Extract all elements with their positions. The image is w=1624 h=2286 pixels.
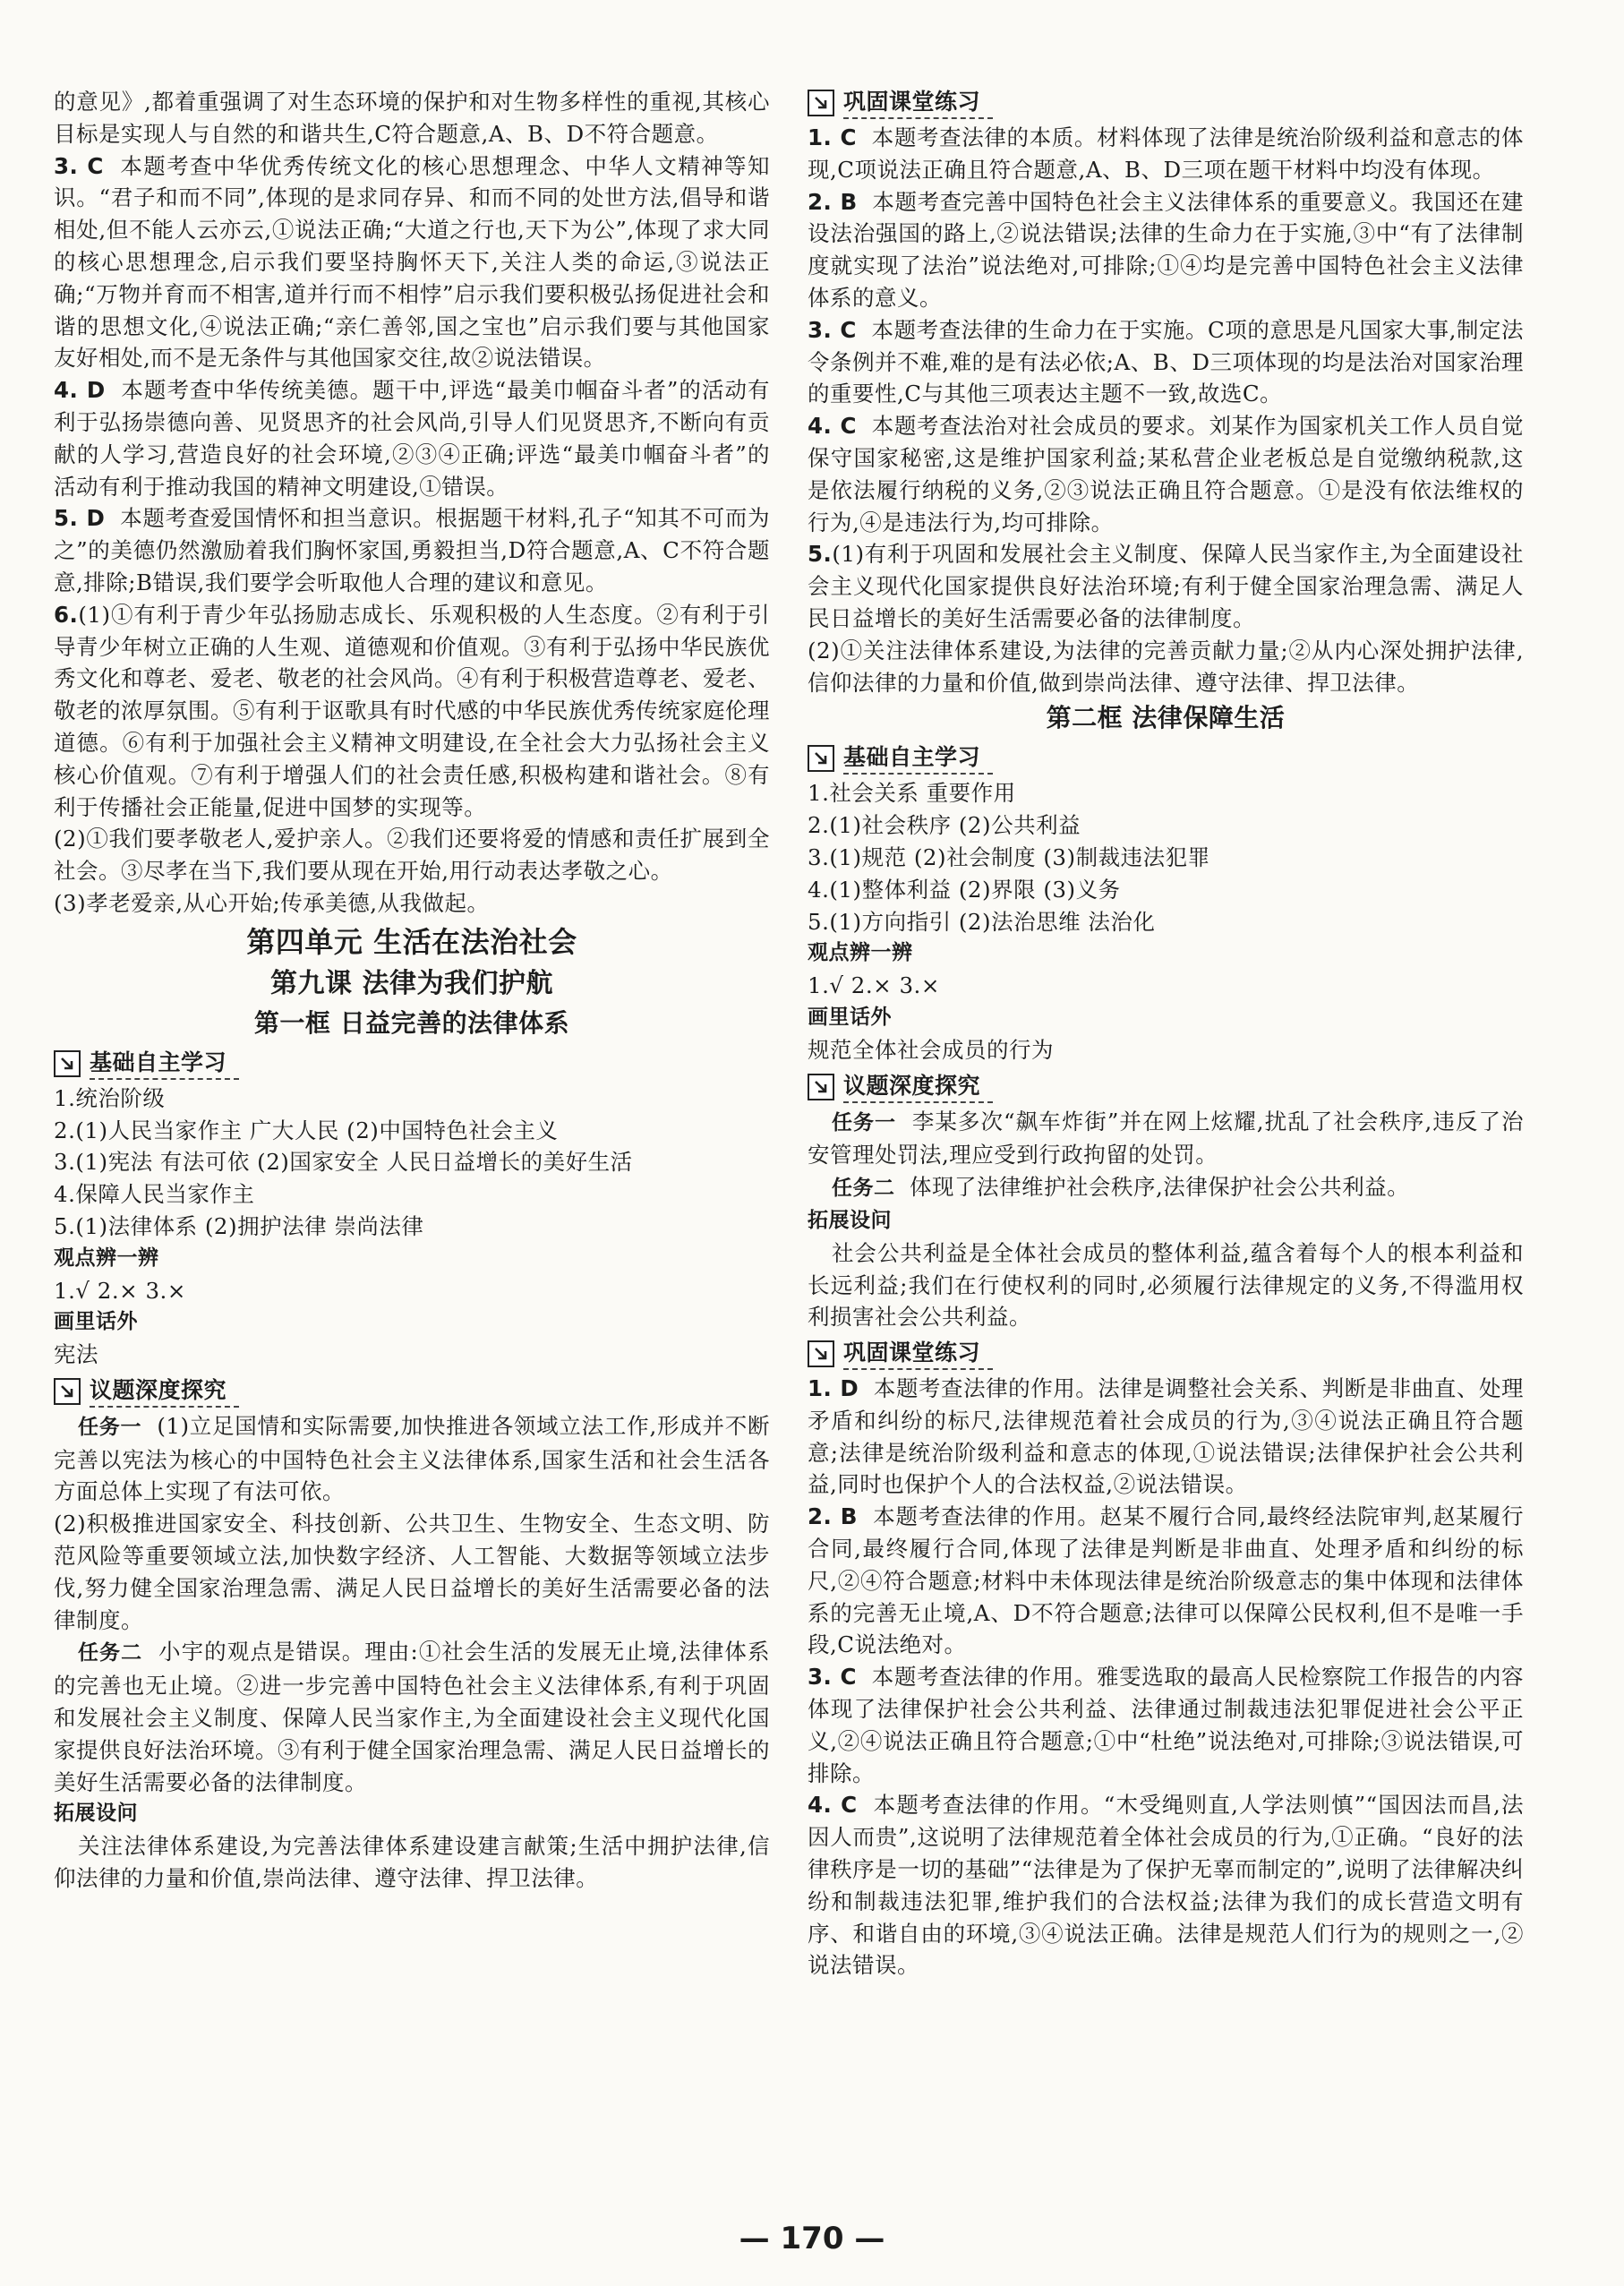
answer-text: 本题考查法律的作用。法律是调整社会关系、判断是非曲直、处理矛盾和纠纷的标尺,法律规范着社会成员的行为,③④说法正确且符合题意;法律是统治阶级利益和意志的体现,①说法错误;法律保护社会公共利益,同时也保护个人的合法权益,②说法错误。 xyxy=(808,1375,1524,1498)
task-text: 体现了法律维护社会秩序,法律保护社会公共利益。 xyxy=(910,1174,1410,1201)
answer-item xyxy=(808,122,1524,186)
answer-number: 3. C xyxy=(808,1664,857,1691)
answer-text: (3)孝老爱亲,从心开始;传承美德,从我做起。 xyxy=(54,889,490,916)
section-label: 巩固课堂练习 xyxy=(843,1338,993,1370)
task-text: (2)积极推进国家安全、科技创新、公共卫生、生物安全、生态文明、防范风险等重要领域立法,加快数字经济、人工智能、大数据等领域立法步伐,努力健全国家治理急需、满足人民日益增长的美好生活需要必备的法律制度。 xyxy=(54,1511,770,1633)
answer-text: (2)①我们要孝敬老人,爱护亲人。②我们还要将爱的情感和责任扩展到全社会。③尽孝在当下,我们要从现在开始,用行动表达孝敬之心。 xyxy=(54,826,770,885)
continued-text xyxy=(54,86,770,150)
answer-number: 3. C xyxy=(54,152,104,179)
task-text: 李某多次“飙车炸街”并在网上炫耀,扰乱了社会秩序,违反了治安管理处罚法,理应受到行政拘留的处罚。 xyxy=(808,1108,1525,1169)
frame-title: 第一框 日益完善的法律体系 xyxy=(253,1007,570,1038)
answer-text: (1)①有利于青少年弘扬励志成长、乐观积极的人生态度。②有利于引导青少年树立正确的人生观、道德观和价值观。③有利于弘扬中华民族优秀文化和尊老、爱老、敬老的社会风尚。④有利于积极营造尊老、爱老、敬老的浓厚氛围。⑤有利于讴歌具有时代感的中华民族优秀传统家庭伦理道德。⑥有利于加强社会主义精神文明建设,在全社会大力弘扬社会主义核心价值观。⑦有利于增强人们的社会责任感,积极构建和谐社会。⑧有利于传播社会正能量,促进中国梦的实现等。 xyxy=(54,601,770,820)
section-header xyxy=(808,741,1524,775)
basic-list xyxy=(808,777,1524,938)
list-item: 1.√ 2.× 3.× xyxy=(54,1277,186,1304)
answer-text: 本题考查法律的作用。雅雯选取的最高人民检察院工作报告的内容体现了法律保护社会公共利益、法律通过制裁违法犯罪促进社会公平正义,②④说法正确且符合题意;①中“杜绝”说法绝对,可排除;③说法错误,可排除。 xyxy=(808,1664,1524,1786)
answer-text: 本题考查法律的作用。“木受绳则直,人学法则慎”“国因法而昌,法因人而贵”,这说明了法律规范着全体社会成员的行为,①正确。“良好的法律秩序是一切的基础”“法律是为了保护无辜而制定的”,说明了法律解决纠纷和制裁违法犯罪,维护我们的合法权益;法律为我们的成长营造文明有序、和谐自由的环境,③④说法正确。法律是规范人们行为的规则之一,②说法错误。 xyxy=(808,1792,1525,1979)
left-column xyxy=(54,86,770,1895)
arrow-icon xyxy=(54,1378,81,1405)
task-text: (1)立足国情和实际需要,加快推进各领域立法工作,形成并不断完善以宪法为核心的中国特色社会主义法律体系,国家生活和社会生活各方面总体上实现了有法可依。 xyxy=(54,1412,771,1505)
subheading: 画里话外 xyxy=(54,1310,138,1334)
unit-title: 第四单元 生活在法治社会 xyxy=(246,924,577,959)
arrow-icon xyxy=(808,1074,834,1100)
answer-item xyxy=(808,1501,1524,1661)
basic-list xyxy=(54,1083,770,1243)
page-number: 170 xyxy=(780,2221,844,2256)
arrow-icon xyxy=(808,745,834,772)
section-header xyxy=(54,1047,770,1081)
subheading: 拓展设问 xyxy=(54,1802,138,1826)
answer-text: (1)有利于巩固和发展社会主义制度、保障人民当家作主,为全面建设社会主义现代化国家提供良好法治环境;有利于健全国家治理急需、满足人民日益增长的美好生活需要必备的法律制度。 xyxy=(808,541,1524,631)
task-label: 任务一 xyxy=(831,1110,897,1134)
answer-number: 4. C xyxy=(808,413,857,440)
answer-number: 4. D xyxy=(54,377,106,404)
answer-number: 2. B xyxy=(808,188,858,215)
arrow-icon xyxy=(808,1340,834,1367)
task-item xyxy=(54,1410,770,1508)
right-column xyxy=(808,86,1524,1982)
answer-item xyxy=(808,186,1524,314)
task-item xyxy=(54,1636,770,1798)
text-line: B、D不符合题意。 xyxy=(527,120,719,147)
text-line: 重视,其核心目标是实现人与自然的和谐共生,C符合题意,A、 xyxy=(54,89,770,147)
list-item: 5.(1)方向指引 (2)法治思维 法治化 xyxy=(808,908,1156,935)
answer-item xyxy=(808,410,1524,538)
answer-text: 本题考查爱国情怀和担当意识。根据题干材料,孔子“知其不可而为之”的美德仍然激励着我们胸怀家国,勇毅担当,D符合题意,A、C不符合题意,排除;B错误,我们要学会听取他人合理的建议和意见。 xyxy=(54,505,770,595)
task-label: 任务二 xyxy=(831,1177,895,1201)
answer-text: 本题考查法律的作用。赵某不履行合同,最终经法院审判,赵某履行合同,最终履行合同,体现了法律是判断是非曲直、处理矛盾和纠纷的标尺,②④符合题意;材料中未体现法律是统治阶级意志的集中体现和法律体系的完善无止境,A、D不符合题意;法律可以保障公民权利,但不是唯一手段,C说法绝对。 xyxy=(808,1503,1524,1658)
task-text: 小宇的观点是错误。理由:①社会生活的发展无止境,法律体系的完善也无止境。②进一步完善中国特色社会主义法律体系,有利于巩固和发展社会主义制度、保障人民当家作主,为全面建设社会主义现代化国家提供良好法治环境。③有利于健全国家治理急需、满足人民日益增长的美好生活需要必备的法律制度。 xyxy=(54,1639,771,1795)
answer-number: 6. xyxy=(54,601,79,628)
section-label: 议题深度探究 xyxy=(843,1071,993,1103)
answer-item xyxy=(808,1789,1524,1982)
answer-number: 3. C xyxy=(808,316,857,343)
subheading: 拓展设问 xyxy=(808,1208,892,1232)
list-item: 5.(1)法律体系 (2)拥护法律 崇尚法律 xyxy=(54,1212,424,1239)
list-item: 3.(1)规范 (2)社会制度 (3)制裁违法犯罪 xyxy=(808,843,1210,870)
answer-item xyxy=(808,1661,1524,1789)
lesson-title: 第九课 法律为我们护航 xyxy=(270,967,553,999)
section-label: 议题深度探究 xyxy=(90,1375,239,1408)
answer-item xyxy=(54,374,770,502)
answer-text: 本题考查中华优秀传统文化的核心思想理念、中华人文精神等知识。“君子和而不同”,体现的是求同存异、和而不同的处世方法,倡导和谐相处,但不能人云亦云,①说法正确;“大道之行也,天下为公”,体现了求大同的核心思想理念,启示我们要坚持胸怀天下,关注人类的命运,③说法正确;“万物并育而不相害,道并行而不相悖”启示我们要积极弘扬促进社会和谐的思想文化,④说法正确;“亲仁善邻,国之宝也”启示我们要与其他国家友好相处,而不是无条件与其他国家交往,故②说法错误。 xyxy=(54,152,771,372)
answer-item xyxy=(808,314,1524,410)
answer-item xyxy=(808,1373,1524,1501)
dash-right: — xyxy=(854,2221,885,2256)
answer-item xyxy=(54,150,770,375)
extend-text: 关注法律体系建设,为完善法律体系建设建言献策;生活中拥护法律,信仰法律的力量和价值,崇尚法律、遵守法律、捍卫法律。 xyxy=(54,1833,770,1892)
dash-left: — xyxy=(739,2221,770,2256)
task-label: 任务一 xyxy=(77,1415,142,1439)
subheading: 观点辨一辨 xyxy=(808,941,913,965)
answer-text: 本题考查完善中国特色社会主义法律体系的重要意义。我国还在建设法治强国的路上,②说法错误;法律的生命力在于实施,③中“有了法律制度就实现了法治”说法绝对,可排除;①④均是完善中国特色社会主义法律体系的意义。 xyxy=(808,188,1525,311)
answer-text: 本题考查法律的本质。材料体现了法律是统治阶级利益和意志的体现,C项说法正确且符合题意,A、B、D三项在题干材料中均没有体现。 xyxy=(808,124,1524,183)
answer-number: 1. D xyxy=(808,1375,859,1402)
section-header xyxy=(54,1374,770,1408)
section-label: 基础自主学习 xyxy=(90,1048,239,1080)
list-item: 1.统治阶级 xyxy=(54,1084,166,1111)
list-item: 2.(1)社会秩序 (2)公共利益 xyxy=(808,812,1081,839)
answer-number: 4. C xyxy=(808,1792,858,1819)
answer-item xyxy=(54,502,770,598)
task-label: 任务二 xyxy=(77,1641,143,1665)
answer-number: 2. B xyxy=(808,1503,858,1530)
section-label: 巩固课堂练习 xyxy=(843,87,993,119)
answer-item xyxy=(808,538,1524,634)
task-item xyxy=(808,1171,1524,1205)
section-header xyxy=(808,1070,1524,1104)
answer-item xyxy=(54,599,770,824)
list-item: 规范全体社会成员的行为 xyxy=(808,1036,1054,1063)
list-item: 4.保障人民当家作主 xyxy=(54,1181,255,1208)
list-item: 1.社会关系 重要作用 xyxy=(808,780,1016,807)
arrow-icon xyxy=(808,90,834,116)
answer-text: 本题考查法律的生命力在于实施。C项的意思是凡国家大事,制定法令条例并不难,难的是有法必依;A、B、D三项体现的均是法治对国家治理的重要性,C与其他三项表达主题不一致,故选C。 xyxy=(808,316,1524,407)
page-footer xyxy=(0,2221,1624,2256)
frame-title: 第二框 法律保障生活 xyxy=(1046,703,1286,733)
answer-text: 本题考查法治对社会成员的要求。刘某作为国家机关工作人员自觉保守国家秘密,这是维护国家利益;某私营企业老板总是自觉缴纳税款,这是依法履行纳税的义务,②③说法正确且符合题意。①是没有依法维权的行为,④是违法行为,均可排除。 xyxy=(808,413,1524,535)
extend-text: 社会公共利益是全体社会成员的整体利益,蕴含着每个人的根本利益和长远利益;我们在行使权利的同时,必须履行法律规定的义务,不得滥用权利损害社会公共利益。 xyxy=(808,1239,1524,1331)
arrow-icon xyxy=(54,1050,81,1077)
answer-number: 5. D xyxy=(54,505,106,532)
subheading: 画里话外 xyxy=(808,1005,892,1029)
answer-number: 1. C xyxy=(808,124,857,150)
answer-number: 5. xyxy=(808,541,833,568)
text-line: 的意见》,都着重强调了对生态环境的保护和对生物多样性的 xyxy=(54,89,650,115)
list-item: 4.(1)整体利益 (2)界限 (3)义务 xyxy=(808,876,1121,903)
list-item: 宪法 xyxy=(54,1341,98,1368)
list-item: 2.(1)人民当家作主 广大人民 (2)中国特色社会主义 xyxy=(54,1117,559,1143)
section-label: 基础自主学习 xyxy=(843,742,993,775)
section-header xyxy=(808,86,1524,120)
subheading: 观点辨一辨 xyxy=(54,1246,159,1270)
list-item: 3.(1)宪法 有法可依 (2)国家安全 人民日益增长的美好生活 xyxy=(54,1149,633,1176)
answer-text: 本题考查中华传统美德。题干中,评选“最美巾帼奋斗者”的活动有利于弘扬崇德向善、见贤思齐的社会风尚,引导人们见贤思齐,不断向有贡献的人学习,营造良好的社会环境,②③④正确;评选“最美巾帼奋斗者”的活动有利于推动我国的精神文明建设,①错误。 xyxy=(54,377,770,500)
answer-text: (2)①关注法律体系建设,为法律的完善贡献力量;②从内心深处拥护法律,信仰法律的力量和价值,做到崇尚法律、遵守法律、捍卫法律。 xyxy=(808,637,1524,696)
list-item: 1.√ 2.× 3.× xyxy=(808,972,940,999)
task-item xyxy=(808,1106,1524,1172)
section-header xyxy=(808,1337,1524,1371)
